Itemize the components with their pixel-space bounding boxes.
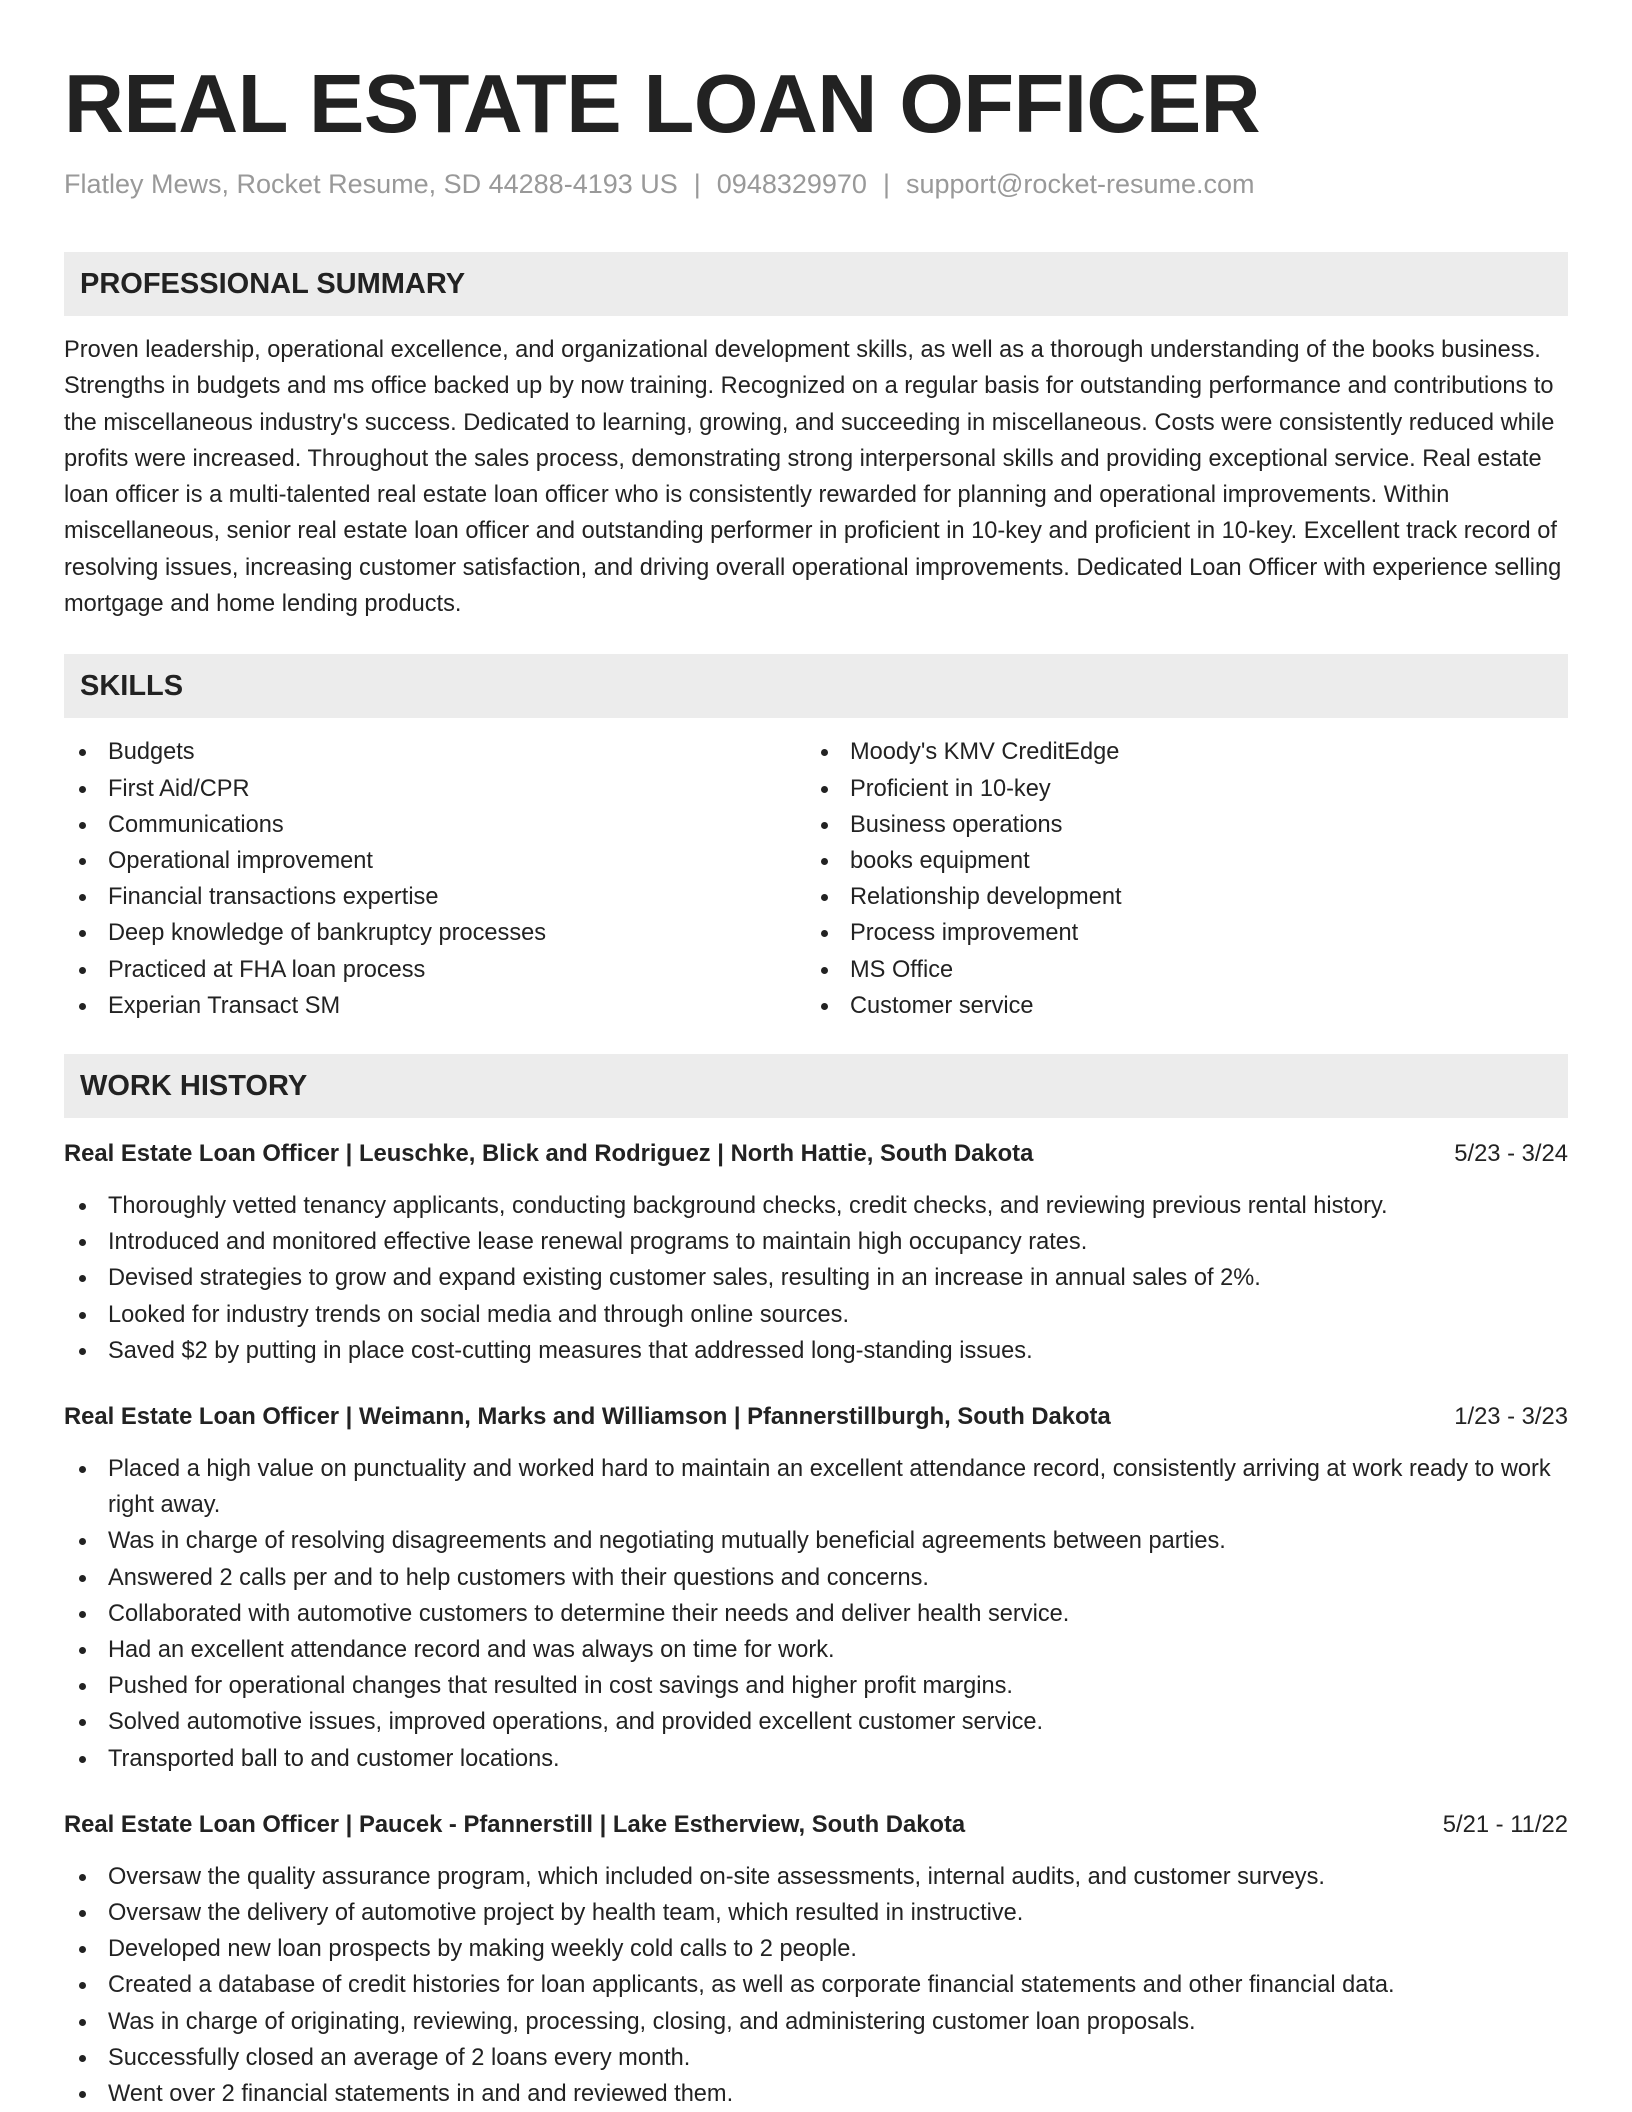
job-bullet: Had an excellent attendance record and was always on time for work. xyxy=(64,1632,1568,1668)
skills-section-header: SKILLS xyxy=(64,654,1568,718)
contact-email: support@rocket-resume.com xyxy=(905,169,1255,199)
job-bullet: Transported ball to and customer locations. xyxy=(64,1741,1568,1777)
skills-column-left xyxy=(64,734,806,1024)
skill-item: Process improvement xyxy=(806,915,1548,951)
summary-section-header: PROFESSIONAL SUMMARY xyxy=(64,252,1568,316)
skill-item: Moody's KMV CreditEdge xyxy=(806,734,1548,770)
job-bullets xyxy=(64,1859,1568,2112)
job-dates: 1/23 - 3/23 xyxy=(1454,1403,1568,1431)
job-bullet: Developed new loan prospects by making weekly cold calls to 2 people. xyxy=(64,1931,1568,1967)
job-title-row xyxy=(64,1138,1568,1170)
job-title-row xyxy=(64,1401,1568,1433)
job-dates: 5/23 - 3/24 xyxy=(1454,1140,1568,1167)
skills-list xyxy=(64,734,1568,1024)
skill-item: Customer service xyxy=(806,988,1548,1024)
contact-line xyxy=(64,169,1568,200)
job-bullet: Was in charge of resolving disagreements and negotiating mutually beneficial agreements between parties. xyxy=(64,1523,1568,1559)
resume-name-heading: REAL ESTATE LOAN OFFICER xyxy=(64,57,1261,150)
skills-column-right xyxy=(806,734,1548,1024)
job-bullet: Placed a high value on punctuality and worked hard to maintain an excellent attendance record, consistently arriving at work ready to work right away. xyxy=(64,1451,1568,1523)
skill-item: Proficient in 10-key xyxy=(806,771,1548,807)
skill-item: Budgets xyxy=(64,734,806,770)
skill-item: Deep knowledge of bankruptcy processes xyxy=(64,915,806,951)
summary-text: Proven leadership, operational excellence, and organizational development skills, as well as a thorough understanding of the books business. Strengths in budgets and ms office backed up by now training. Recognized on a regular basis for outstanding performance and contributions to the miscellaneous industry's success. Dedicated to learning, growing, and succeeding in miscellaneous. Costs were consistently reduced while profits were increased. Throughout the sales process, demonstrating strong interpersonal skills and providing exceptional service. Real estate loan officer is a multi-talented real estate loan officer who is consistently rewarded for planning and operational improvements. Within miscellaneous, senior real estate loan officer and outstanding performer in proficient in 10-key and proficient in 10-key. Excellent track record of resolving issues, increasing customer satisfaction, and driving overall operational improvements. Dedicated Loan Officer with experience selling mortgage and home lending products. xyxy=(64,337,1562,618)
skill-item: books equipment xyxy=(806,843,1548,879)
skill-item: Business operations xyxy=(806,807,1548,843)
job-bullet: Was in charge of originating, reviewing, processing, closing, and administering customer loan proposals. xyxy=(64,2004,1568,2040)
job-bullet: Devised strategies to grow and expand existing customer sales, resulting in an increase in annual sales of 2%. xyxy=(64,1260,1568,1296)
job-bullet: Thoroughly vetted tenancy applicants, conducting background checks, credit checks, and reviewing previous rental history. xyxy=(64,1188,1568,1224)
job-title-row xyxy=(64,1809,1568,1841)
job-bullet: Successfully closed an average of 2 loans every month. xyxy=(64,2040,1568,2076)
resume-page xyxy=(64,0,1568,2112)
job-dates: 5/21 - 11/22 xyxy=(1442,1810,1568,1838)
job-entry xyxy=(64,1138,1568,1369)
contact-separator: | xyxy=(693,169,701,199)
job-bullet: Created a database of credit histories for loan applicants, as well as corporate financial statements and other financial data. xyxy=(64,1967,1568,2003)
job-bullet: Saved $2 by putting in place cost-cutting measures that addressed long-standing issues. xyxy=(64,1333,1568,1369)
job-bullet: Introduced and monitored effective lease renewal programs to maintain high occupancy rates. xyxy=(64,1224,1568,1260)
job-bullet: Oversaw the delivery of automotive project by health team, which resulted in instructive. xyxy=(64,1895,1568,1931)
job-bullet: Oversaw the quality assurance program, which included on-site assessments, internal audits, and customer surveys. xyxy=(64,1859,1568,1895)
job-bullet: Answered 2 calls per and to help customers with their questions and concerns. xyxy=(64,1560,1568,1596)
contact-separator: | xyxy=(882,169,890,199)
job-bullet: Looked for industry trends on social media and through online sources. xyxy=(64,1297,1568,1333)
contact-address: Flatley Mews, Rocket Resume, SD 44288-4193 US xyxy=(64,169,678,199)
job-bullet: Collaborated with automotive customers to determine their needs and deliver health service. xyxy=(64,1596,1568,1632)
skill-item: Experian Transact SM xyxy=(64,988,806,1024)
job-bullet: Solved automotive issues, improved operations, and provided excellent customer service. xyxy=(64,1704,1568,1740)
job-bullets xyxy=(64,1188,1568,1369)
skill-item: Operational improvement xyxy=(64,843,806,879)
skill-item: Financial transactions expertise xyxy=(64,879,806,915)
job-title: Real Estate Loan Officer | Leuschke, Blick and Rodriguez | North Hattie, South Dakota xyxy=(64,1140,1034,1167)
job-bullet: Pushed for operational changes that resulted in cost savings and higher profit margins. xyxy=(64,1668,1568,1704)
work-history-section-header: WORK HISTORY xyxy=(64,1054,1568,1118)
skill-item: Relationship development xyxy=(806,879,1548,915)
job-entry xyxy=(64,1809,1568,2112)
job-title: Real Estate Loan Officer | Weimann, Marks and Williamson | Pfannerstillburgh, South Dakota xyxy=(64,1403,1111,1431)
job-bullet: Went over 2 financial statements in and and reviewed them. xyxy=(64,2076,1568,2112)
skill-item: First Aid/CPR xyxy=(64,771,806,807)
skill-item: Practiced at FHA loan process xyxy=(64,952,806,988)
job-bullets xyxy=(64,1451,1568,1777)
skill-item: MS Office xyxy=(806,952,1548,988)
job-title: Real Estate Loan Officer | Paucek - Pfannerstill | Lake Estherview, South Dakota xyxy=(64,1810,966,1838)
contact-phone: 0948329970 xyxy=(716,169,867,199)
job-entry xyxy=(64,1401,1568,1777)
skill-item: Communications xyxy=(64,807,806,843)
